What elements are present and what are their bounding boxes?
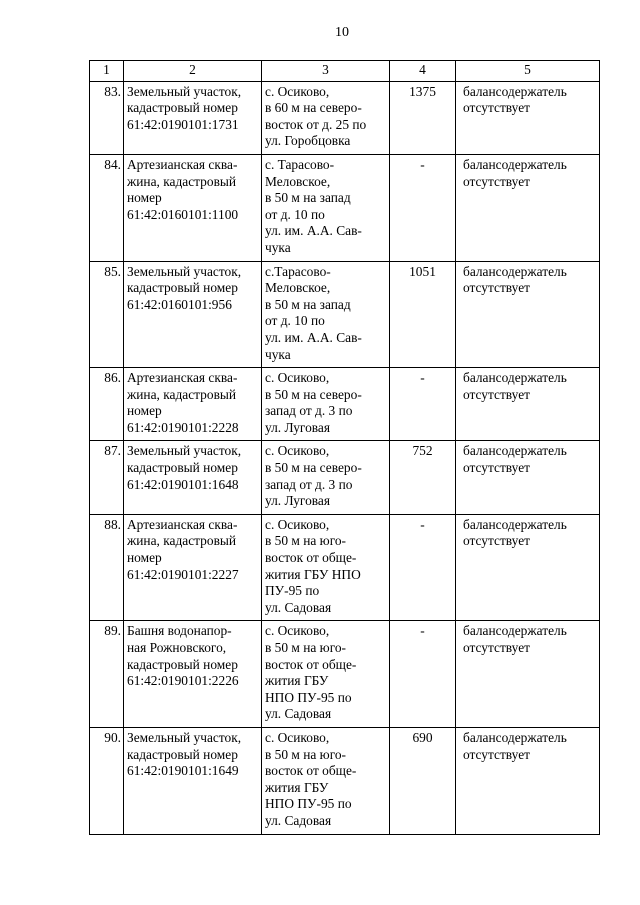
object-area: - xyxy=(390,368,456,441)
row-number: 90. xyxy=(90,727,124,834)
object-area: - xyxy=(390,154,456,261)
object-name: Земельный участок, кадастровый номер 61:42:0160101:956 xyxy=(124,261,262,368)
header-col-4: 4 xyxy=(390,61,456,82)
table-row xyxy=(90,81,600,154)
object-holder: балансодержатель отсутствует xyxy=(456,261,600,368)
header-col-2: 2 xyxy=(124,61,262,82)
object-address: с. Осиково, в 50 м на юго- восток от обще- жития ГБУ НПО ПУ-95 по ул. Садовая xyxy=(262,514,390,621)
object-holder: балансодержатель отсутствует xyxy=(456,441,600,514)
object-area: 1051 xyxy=(390,261,456,368)
object-holder: балансодержатель отсутствует xyxy=(456,514,600,621)
table-row xyxy=(90,621,600,728)
row-number: 83. xyxy=(90,81,124,154)
table-row xyxy=(90,441,600,514)
header-col-1: 1 xyxy=(90,61,124,82)
object-area: - xyxy=(390,514,456,621)
object-address: с. Осиково, в 50 м на юго- восток от обще- жития ГБУ НПО ПУ-95 по ул. Садовая xyxy=(262,727,390,834)
table-row xyxy=(90,368,600,441)
table-row xyxy=(90,727,600,834)
object-name: Артезианская сква- жина, кадастровый номер 61:42:0190101:2228 xyxy=(124,368,262,441)
row-number: 88. xyxy=(90,514,124,621)
table-header-row xyxy=(90,61,600,82)
row-number: 84. xyxy=(90,154,124,261)
property-registry-table xyxy=(89,60,600,835)
object-area: 690 xyxy=(390,727,456,834)
row-number: 85. xyxy=(90,261,124,368)
table-row xyxy=(90,261,600,368)
header-col-3: 3 xyxy=(262,61,390,82)
row-number: 87. xyxy=(90,441,124,514)
object-holder: балансодержатель отсутствует xyxy=(456,368,600,441)
object-address: с. Осиково, в 50 м на северо- запад от д. 3 по ул. Луговая xyxy=(262,368,390,441)
object-address: с. Тарасово- Меловское, в 50 м на запад от д. 10 по ул. им. А.А. Сав- чука xyxy=(262,154,390,261)
object-address: с.Тарасово- Меловское, в 50 м на запад от д. 10 по ул. им. А.А. Сав- чука xyxy=(262,261,390,368)
page-number: 10 xyxy=(335,25,349,40)
object-address: с. Осиково, в 60 м на северо- восток от д. 25 по ул. Горобцовка xyxy=(262,81,390,154)
object-name: Артезианская сква- жина, кадастровый номер 61:42:0190101:2227 xyxy=(124,514,262,621)
object-name: Артезианская сква- жина, кадастровый номер 61:42:0160101:1100 xyxy=(124,154,262,261)
object-area: 752 xyxy=(390,441,456,514)
object-holder: балансодержатель отсутствует xyxy=(456,154,600,261)
object-address: с. Осиково, в 50 м на северо- запад от д. 3 по ул. Луговая xyxy=(262,441,390,514)
table-row xyxy=(90,154,600,261)
header-col-5: 5 xyxy=(456,61,600,82)
object-area: 1375 xyxy=(390,81,456,154)
object-holder: балансодержатель отсутствует xyxy=(456,727,600,834)
object-holder: балансодержатель отсутствует xyxy=(456,81,600,154)
object-address: с. Осиково, в 50 м на юго- восток от обще- жития ГБУ НПО ПУ-95 по ул. Садовая xyxy=(262,621,390,728)
row-number: 89. xyxy=(90,621,124,728)
object-name: Земельный участок, кадастровый номер 61:42:0190101:1731 xyxy=(124,81,262,154)
object-holder: балансодержатель отсутствует xyxy=(456,621,600,728)
object-name: Земельный участок, кадастровый номер 61:42:0190101:1649 xyxy=(124,727,262,834)
object-area: - xyxy=(390,621,456,728)
object-name: Башня водонапор- ная Рожновского, кадастровый номер 61:42:0190101:2226 xyxy=(124,621,262,728)
row-number: 86. xyxy=(90,368,124,441)
object-name: Земельный участок, кадастровый номер 61:42:0190101:1648 xyxy=(124,441,262,514)
table-row xyxy=(90,514,600,621)
